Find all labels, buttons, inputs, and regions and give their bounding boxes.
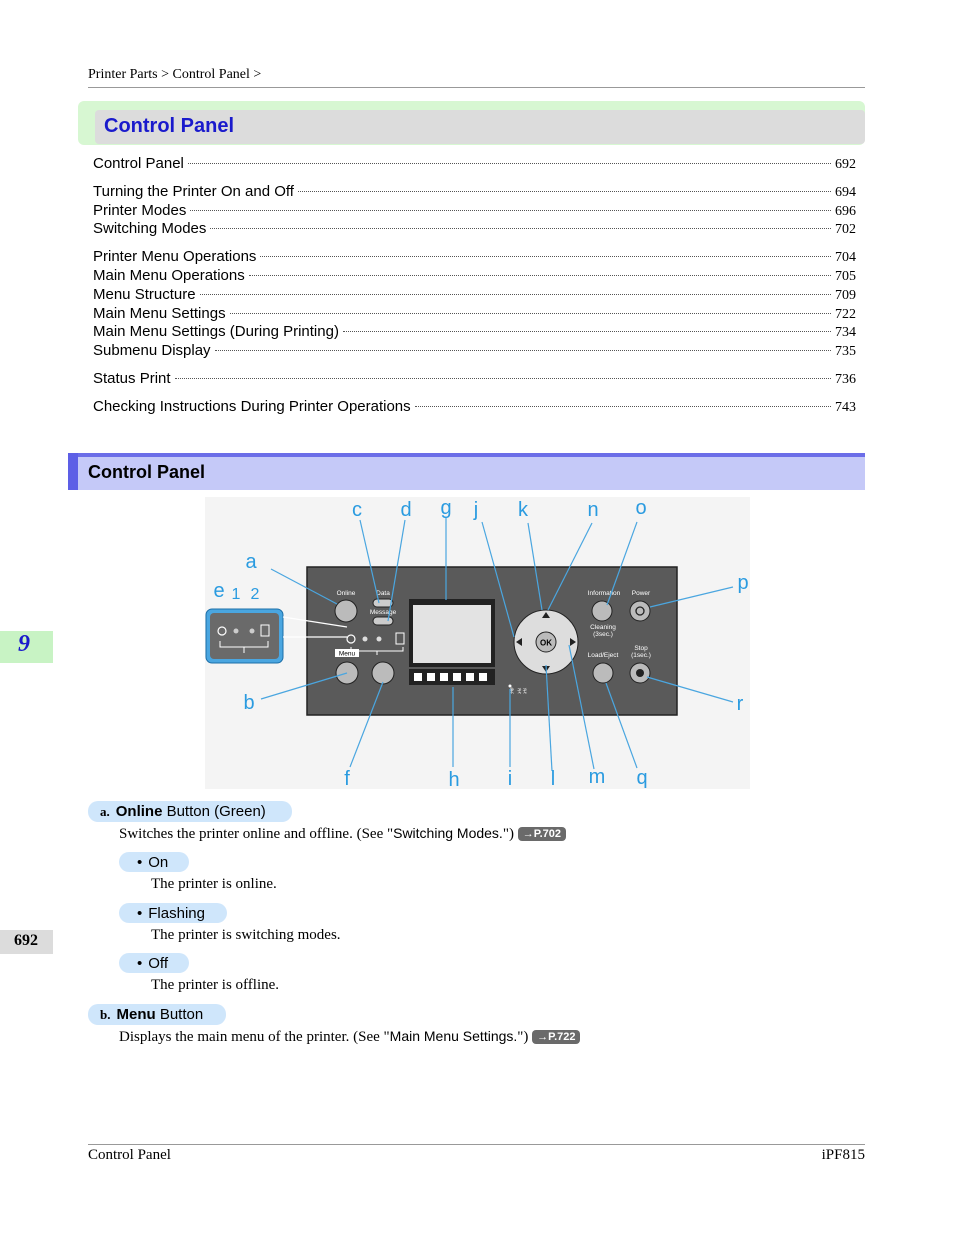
state-on-description: The printer is online. [151, 876, 277, 892]
state-flashing-pill: • Flashing [119, 903, 227, 923]
message-label: Message [369, 609, 397, 616]
inset-message-lamp [250, 629, 255, 634]
toc-entry[interactable]: Main Menu Settings (During Printing) 734 [93, 323, 856, 340]
callout-f: f [344, 768, 350, 789]
callout-r: r [736, 693, 744, 715]
callout-d: d [400, 499, 412, 521]
cleaning-label: Cleaning [590, 624, 616, 631]
callout-h: h [448, 769, 460, 789]
callout-a: a [245, 551, 257, 573]
footer-section: Control Panel [88, 1147, 171, 1163]
toc-entry[interactable]: Printer Modes 696 [93, 202, 856, 219]
callout-j: j [473, 499, 479, 521]
message-lamp [377, 637, 382, 642]
control-panel-diagram [205, 497, 750, 789]
page-ref-702[interactable]: →P.702 [518, 827, 566, 841]
breadcrumb[interactable]: Printer Parts > Control Panel > [88, 67, 262, 82]
data-lamp [363, 637, 368, 642]
page-ref-722[interactable]: →P.722 [532, 1030, 580, 1044]
online-label: Online [336, 590, 356, 597]
callout-k: k [518, 499, 528, 521]
callout-n: n [587, 499, 599, 521]
information-button [592, 601, 612, 621]
online-button [335, 600, 357, 622]
toc-entry[interactable]: Menu Structure 709 [93, 286, 856, 303]
chapter-number: 9 [18, 631, 30, 657]
footer-divider [88, 1144, 865, 1145]
item-b-heading: b. Menu Button [88, 1004, 226, 1025]
state-off-description: The printer is offline. [151, 977, 280, 993]
information-label: Information [587, 590, 621, 597]
callout-2: 2 [250, 586, 260, 603]
toc-entry[interactable]: Submenu Display 735 [93, 342, 856, 359]
cleaning-sub-label: (3sec.) [593, 631, 613, 638]
section-header-rule [68, 453, 865, 457]
item-b-description: Displays the main menu of the printer. (See "Main Menu Settings.") →P.722 [119, 1028, 580, 1046]
load-eject-label: Load/Eject [587, 652, 619, 659]
footer-model: iPF815 [821, 1147, 865, 1163]
callout-i: i [507, 768, 513, 789]
chapter-title: Control Panel [104, 115, 235, 137]
stop-label: Stop [634, 645, 648, 652]
toc-entry[interactable]: Status Print 736 [93, 370, 856, 387]
item-a-heading: a. Online Button (Green) [88, 801, 292, 822]
toc-entry[interactable]: Switching Modes 702 [93, 220, 856, 237]
power-button [630, 601, 650, 621]
section-title: Control Panel [88, 462, 206, 482]
toc-entry[interactable]: Turning the Printer On and Off 694 [93, 183, 856, 200]
load-eject-button [593, 663, 613, 683]
toc-entry[interactable]: Checking Instructions During Printer Operations 743 [93, 398, 856, 415]
ink-lamp-label: ꈹ ꉂꉂ [509, 689, 528, 696]
section-header-accent [68, 453, 78, 490]
state-on-pill: • On [119, 852, 189, 872]
ink-lamp [509, 685, 512, 688]
back-button [372, 662, 394, 684]
callout-q: q [636, 767, 648, 789]
menu-label: Menu [338, 650, 356, 658]
callout-1: 1 [231, 586, 241, 603]
inset-callout [206, 609, 283, 663]
callout-m: m [588, 766, 606, 788]
toc-entry[interactable]: Main Menu Settings 722 [93, 305, 856, 322]
callout-b: b [243, 692, 255, 714]
callout-c: c [352, 499, 362, 521]
toc-entry[interactable]: Main Menu Operations 705 [93, 267, 856, 284]
toc-entry[interactable]: Printer Menu Operations 704 [93, 248, 856, 265]
page-number: 692 [14, 932, 38, 949]
state-off-pill: • Off [119, 953, 189, 973]
callout-l: l [550, 768, 556, 789]
data-label: Data [376, 590, 390, 597]
stop-sub-label: (1sec.) [631, 652, 651, 659]
callout-o: o [635, 497, 647, 519]
inset-data-lamp [234, 629, 239, 634]
display-screen [413, 605, 491, 663]
toc-entry[interactable]: Control Panel 692 [93, 155, 856, 172]
state-flashing-description: The printer is switching modes. [151, 927, 341, 943]
ok-label: OK [540, 638, 552, 648]
power-label: Power [631, 590, 651, 597]
callout-p: p [737, 572, 749, 594]
callout-g: g [440, 497, 452, 519]
header-divider [88, 87, 865, 88]
stop-icon [636, 669, 644, 677]
callout-e: e [213, 580, 225, 602]
item-a-description: Switches the printer online and offline. (See "Switching Modes.") →P.702 [119, 825, 566, 843]
message-lamp-bar [373, 617, 393, 625]
